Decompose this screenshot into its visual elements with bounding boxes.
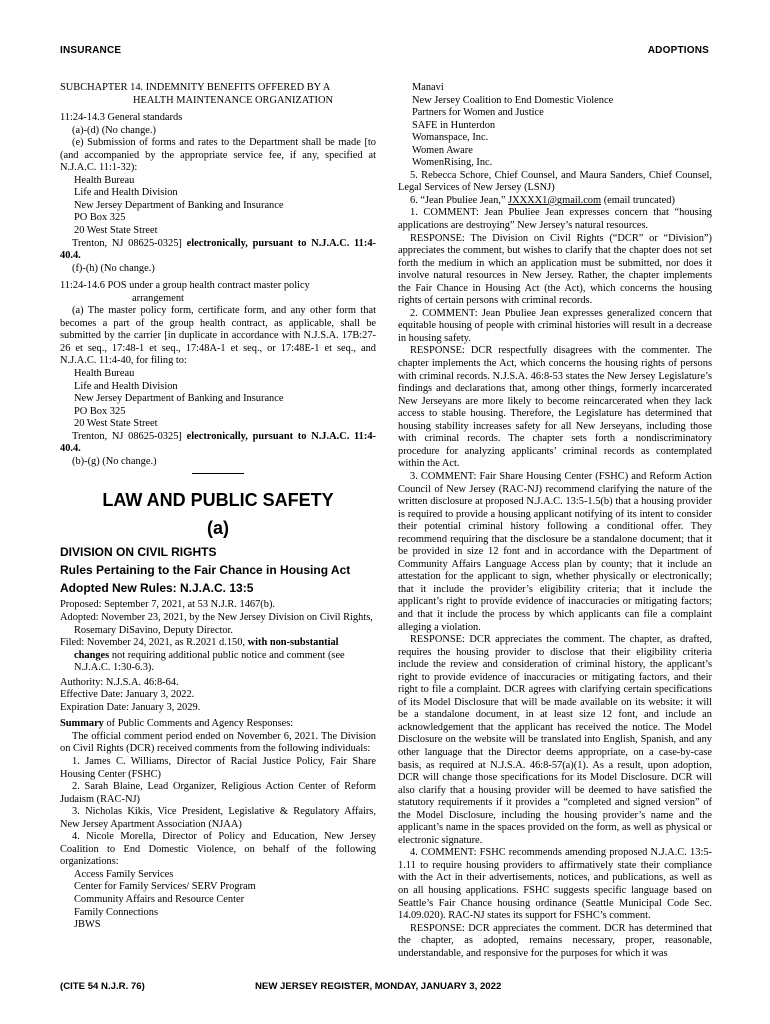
amendment-text: electronically, pursuant to N.J.A.C. 11:4-40.4. <box>60 430 376 455</box>
section-heading-14-6: 11:24-14.6 POS under a group health contract master policy <box>60 280 310 292</box>
organization: Partners for Women and Justice <box>412 107 544 119</box>
address-line: PO Box 325 <box>74 212 126 224</box>
rule-title: Rules Pertaining to the Fair Chance in Housing Act <box>60 563 351 578</box>
commenter-4: 4. Nicole Morella, Director of Policy and Education, New Jersey Coalition to End Domestic Violence, on behalf of the following organizations: <box>60 831 376 868</box>
department-title: LAW AND PUBLIC SAFETY <box>102 490 334 511</box>
organization: Womanspace, Inc. <box>412 132 489 144</box>
filed-text: Filed: November 24, 2021, as R.2021 d.150, <box>60 637 248 649</box>
organization: Center for Family Services/ SERV Program <box>74 881 256 893</box>
proposed-line: Proposed: September 7, 2021, at 53 N.J.R. 1467(b). <box>60 599 276 611</box>
section-text: (b)-(g) (No change.) <box>72 455 157 467</box>
section-text: (f)-(h) (No change.) <box>72 262 155 274</box>
commenter-6-note: (email truncated) <box>601 194 675 206</box>
organization: SAFE in Hunterdon <box>412 119 496 131</box>
organization: Community Affairs and Resource Center <box>74 893 245 905</box>
division-name: DIVISION ON CIVIL RIGHTS <box>60 545 217 560</box>
address-text: Trenton, NJ 08625-0325] <box>72 237 187 249</box>
filed-line <box>60 637 376 675</box>
authority-line: Authority: N.J.S.A. 46:8-64. <box>60 676 179 688</box>
organization: JBWS <box>74 919 101 931</box>
response-4: RESPONSE: DCR appreciates the comment. DCR has determined that the chapter, as adopted, remains necessary, proper, reasonable, understandable, and responsive for the purposes for which it was <box>398 922 712 959</box>
address-text: Trenton, NJ 08625-0325] <box>72 430 187 442</box>
organization: Women Aware <box>412 144 473 156</box>
amendment-text: electronically, pursuant to N.J.A.C. 11:4-40.4. <box>60 237 376 262</box>
organization: WomenRising, Inc. <box>412 157 493 169</box>
section-heading-14-6-cont: arrangement <box>132 292 184 304</box>
commenter-6-text: 6. “Jean Pbuliee Jean,” <box>410 194 509 206</box>
section-text: (a) The master policy form, certificate form, and any other form that becomes a part of the group health contract, as applicable, shall be submitted by the carrier [in duplicate in accordance with N.J.S.A. 17B:27-26 et seq., 17:48-1 et seq., 17:48A-1 et seq., or 17:48E-1 et seq., and N.J.A.C. 11:4-40, for filing to: <box>60 305 376 367</box>
notice-letter: (a) <box>207 518 229 539</box>
citation-footer: (CITE 54 N.J.R. 76) <box>60 981 145 992</box>
organization: Manavi <box>412 82 444 93</box>
running-header-right: ADOPTIONS <box>647 45 709 56</box>
running-header-left: INSURANCE <box>60 45 122 56</box>
section-text: (a)-(d) (No change.) <box>72 124 156 136</box>
summary-paragraph: The official comment period ended on November 6, 2021. The Division on Civil Rights (DCR) received comments from the following individuals: <box>60 730 376 755</box>
commenter-6 <box>398 195 712 208</box>
email-link[interactable]: JXXXX1@gmail.com <box>508 194 602 206</box>
address-line-last <box>60 431 376 456</box>
summary-bold: Summary <box>60 718 104 730</box>
address-line: Life and Health Division <box>74 187 178 199</box>
section-heading-14-3: 11:24-14.3 General standards <box>60 112 183 124</box>
effective-date: Effective Date: January 3, 2022. <box>60 689 195 701</box>
response-1: RESPONSE: The Division on Civil Rights (“DCR” or “Division”) appreciates the comment, but wishes to clarify that the chapter does not set forth the medium in which an application must be submitted, nor does it involve natural resources in New Jersey. Rather, the chapter implements the Fair Chance in Housing Act (the Act), which concerns the housing rights of certain persons with criminal records. <box>398 232 712 307</box>
address-line: 20 West State Street <box>74 225 158 237</box>
organization: Access Family Services <box>74 868 174 880</box>
filed-bold: with non-substantial changes <box>74 637 339 661</box>
address-line: Life and Health Division <box>74 380 178 392</box>
summary-rest: of Public Comments and Agency Responses: <box>103 718 294 730</box>
right-column <box>398 82 712 960</box>
register-footer: NEW JERSEY REGISTER, MONDAY, JANUARY 3, 2022 <box>255 981 502 992</box>
subchapter-title-line-2: HEALTH MAINTENANCE ORGANIZATION <box>133 94 333 106</box>
response-3: RESPONSE: DCR appreciates the comment. The chapter, as drafted, requires the housing provider to disclose that their eligibility criteria include the review and consideration of criminal history, the applicant’s right to provide evidence of inaccuracies or mitigating factors, and their right to file a complaint. DCR agrees with clarifying certain specifications of its Model Disclosure that will be made available on its website: it will be a standalone document, in at least size 12 font, and include an acknowledgement that the applicant has received the notice. The Model Disclosure on the website will be translated into English, Spanish, and any other language that the Director deems appropriate, on a case-by-case basis, as required at N.J.S.A. 46:8-57(a)(1). As a result, upon adoption, DCR will change those specifications for its Model Disclosure. DCR will also clarify that a housing provider will be deemed to have satisfied the statutory requirements if it provides a “completed and signed version” of the Model Disclosure, including the housing provider’s name and the applicant’s name in the spaces provided on the form, as well as physical or electronic signature. <box>398 634 712 846</box>
comment-3: 3. COMMENT: Fair Share Housing Center (FSHC) and Reform Action Council of New Jersey (RAC-NJ) recommend clarifying the nature of the written disclosure at proposed N.J.A.C. 13:5-1.5(b) that a housing provider is required to provide a housing applicant notifying of its intent to consider their potential criminal history following a conditional offer. They recommend requiring that the disclosure be a standalone document; that it be provided in size 12 font and in accordance with the Department of Community Affairs Language Access plan by county; that it include an attestation for the applicant to sign, whether physically or electronically; that it include the provider’s eligibility criteria; that it include the applicant’s right to provide evidence of inaccuracies or mitigating factors; and that it include the process by which applicants can file a complaint alleging a violation. <box>398 470 712 633</box>
expiration-date: Expiration Date: January 3, 2029. <box>60 701 201 713</box>
commenter-1: 1. James C. Williams, Director of Racial Justice Policy, Fair Share Housing Center (FSHC) <box>60 755 376 780</box>
subchapter-title-line-1: SUBCHAPTER 14. INDEMNITY BENEFITS OFFERED BY A <box>60 82 331 93</box>
commenter-5: 5. Rebecca Schore, Chief Counsel, and Maura Sanders, Chief Counsel, Legal Services of New Jersey (LSNJ) <box>398 169 712 194</box>
address-line: Health Bureau <box>74 368 135 380</box>
filed-rest: not requiring additional public notice and comment (see N.J.A.C. 1:30-6.3). <box>74 649 345 674</box>
address-line: 20 West State Street <box>74 418 158 430</box>
address-line: New Jersey Department of Banking and Insurance <box>74 199 284 211</box>
comment-2: 2. COMMENT: Jean Pbuliee Jean expresses generalized concern that equitable housing of people with criminal histories will result in a decrease in housing safety. <box>398 307 712 344</box>
left-column <box>60 82 376 932</box>
address-line: Health Bureau <box>74 174 135 186</box>
commenter-2: 2. Sarah Blaine, Lead Organizer, Religious Action Center of Reform Judaism (RAC-NJ) <box>60 781 376 805</box>
address-line: New Jersey Department of Banking and Insurance <box>74 393 284 405</box>
organization: Family Connections <box>74 906 158 918</box>
address-line-last <box>60 238 376 263</box>
adopted-rules-heading: Adopted New Rules: N.J.A.C. 13:5 <box>60 581 254 596</box>
response-2: RESPONSE: DCR respectfully disagrees with the commenter. The chapter implements the Act, which concerns the housing rights of persons with criminal records. N.J.S.A. 46:8-53 states the New Jersey Legislature’s findings and declarations that, among other things, formerly incarcerated New Jerseyans are more likely to become reincarcerated when they lack access to stable housing. Therefore, the Legislature has determined that housing stability increases safety for all New Jerseyans, including those with criminal records. The chapter sets forth a nondiscriminatory procedure for analyzing applicants’ criminal records as contemplated within the Act. <box>398 345 712 470</box>
summary-heading <box>60 718 376 731</box>
section-text: (e) Submission of forms and rates to the Department shall be made [to (and accompanied by the appropriate service fee, if any, specified at N.J.A.C. 11:1-32): <box>60 137 376 174</box>
organization: New Jersey Coalition to End Domestic Violence <box>412 94 614 106</box>
comment-4: 4. COMMENT: FSHC recommends amending proposed N.J.A.C. 13:5-1.11 to require housing providers to affirmatively state their compliance with the Act in their advertisements, notices, and publications, as well as on all housing applications. FSHC suggests specific language based on Seattle’s Fair Chance housing ordinance (Seattle Municipal Code Sec. 14.09.020). RAC-NJ states its support for FSHC’s comment. <box>398 847 712 922</box>
commenter-3: 3. Nicholas Kikis, Vice President, Legislative & Regulatory Affairs, New Jersey Apartment Association (NJAA) <box>60 806 376 830</box>
comment-1: 1. COMMENT: Jean Pbuliee Jean expresses concern that “housing applications are destroying” New Jersey’s natural resources. <box>398 207 712 232</box>
adopted-line: Adopted: November 23, 2021, by the New Jersey Division on Civil Rights, Rosemary DiSavino, Deputy Director. <box>60 611 373 636</box>
address-line: PO Box 325 <box>74 405 126 417</box>
